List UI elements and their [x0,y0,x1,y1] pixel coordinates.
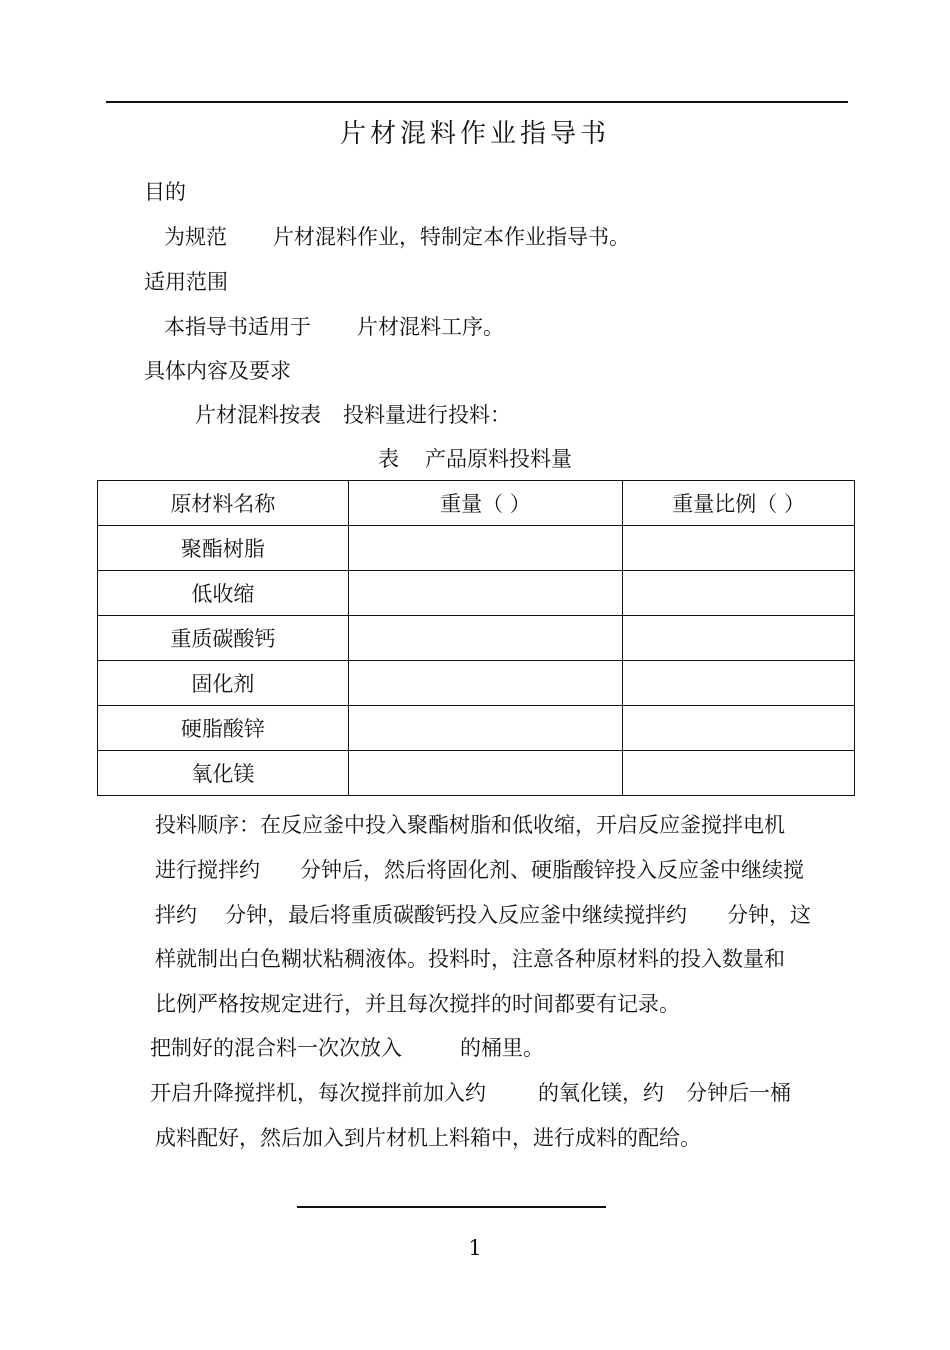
purpose-text-a: 为规范 [164,225,227,249]
order-line-3a: 拌约 [155,903,197,927]
table-row [98,751,855,796]
ratio-cell [623,661,855,706]
top-rule [106,101,848,103]
order-line-3b: 分钟，最后将重质碳酸钙投入反应釜中继续搅拌约 [225,903,687,927]
order-line-2b: 分钟后，然后将固化剂、硬脂酸锌投入反应釜中继续搅 [300,858,804,882]
material-name: 重质碳酸钙 [98,616,349,661]
purpose-heading: 目的 [144,180,186,204]
material-name: 低收缩 [98,571,349,616]
table-caption [0,443,950,473]
material-name: 硬脂酸锌 [98,706,349,751]
materials-table [97,480,855,796]
col-header-weight: 重量（ ） [348,481,623,526]
weight-cell [348,751,623,796]
weight-cell [348,706,623,751]
intro-text-b: 投料量进行投料： [343,403,511,427]
material-name: 聚酯树脂 [98,526,349,571]
table-row [98,616,855,661]
page-title: 片材混料作业指导书 [339,119,610,149]
lift-line-2: 成料配好，然后加入到片材机上料箱中，进行成料的配给。 [155,1126,701,1150]
col-header-material: 原材料名称 [98,481,349,526]
put-line-b: 的桶里。 [460,1036,544,1060]
table-row [98,661,855,706]
table-row [98,571,855,616]
lift-line-1 [150,1077,791,1107]
content-heading: 具体内容及要求 [144,359,291,383]
purpose-text [164,221,630,251]
order-line-4: 样就制出白色糊状粘稠液体。投料时，注意各种原材料的投入数量和 [155,947,785,971]
intro-text [195,399,511,429]
table-row [98,526,855,571]
lift-line-1a: 开启升降搅拌机，每次搅拌前加入约 [150,1081,486,1105]
material-name: 固化剂 [98,661,349,706]
weight-cell [348,526,623,571]
table-caption-a: 表 [378,447,399,471]
ratio-cell [623,706,855,751]
order-line-1: 投料顺序：在反应釜中投入聚酯树脂和低收缩，开启反应釜搅拌电机 [155,813,785,837]
order-line-2 [155,854,804,884]
ratio-cell [623,571,855,616]
scope-heading: 适用范围 [144,270,228,294]
order-line-3c: 分钟，这 [727,903,811,927]
weight-cell [348,661,623,706]
lift-line-1c: 分钟后一桶 [686,1081,791,1105]
scope-text [164,311,504,341]
scope-text-b: 片材混料工序。 [357,315,504,339]
weight-cell [348,616,623,661]
put-line-a: 把制好的混合料一次次放入 [150,1036,402,1060]
table-row [98,706,855,751]
col-header-ratio: 重量比例（ ） [623,481,855,526]
lift-line-1b: 的氧化镁，约 [538,1081,664,1105]
order-line-3 [155,899,811,929]
purpose-text-b: 片材混料作业，特制定本作业指导书。 [273,225,630,249]
ratio-cell [623,751,855,796]
weight-cell [348,571,623,616]
order-line-2a: 进行搅拌约 [155,858,260,882]
footer-rule [297,1206,606,1208]
material-name: 氧化镁 [98,751,349,796]
ratio-cell [623,526,855,571]
table-header-row [98,481,855,526]
ratio-cell [623,616,855,661]
page-number: 1 [468,1236,482,1260]
put-line [150,1032,544,1062]
order-line-5: 比例严格按规定进行，并且每次搅拌的时间都要有记录。 [155,992,680,1016]
table-caption-b: 产品原料投料量 [425,447,572,471]
intro-text-a: 片材混料按表 [195,403,321,427]
scope-text-a: 本指导书适用于 [164,315,311,339]
